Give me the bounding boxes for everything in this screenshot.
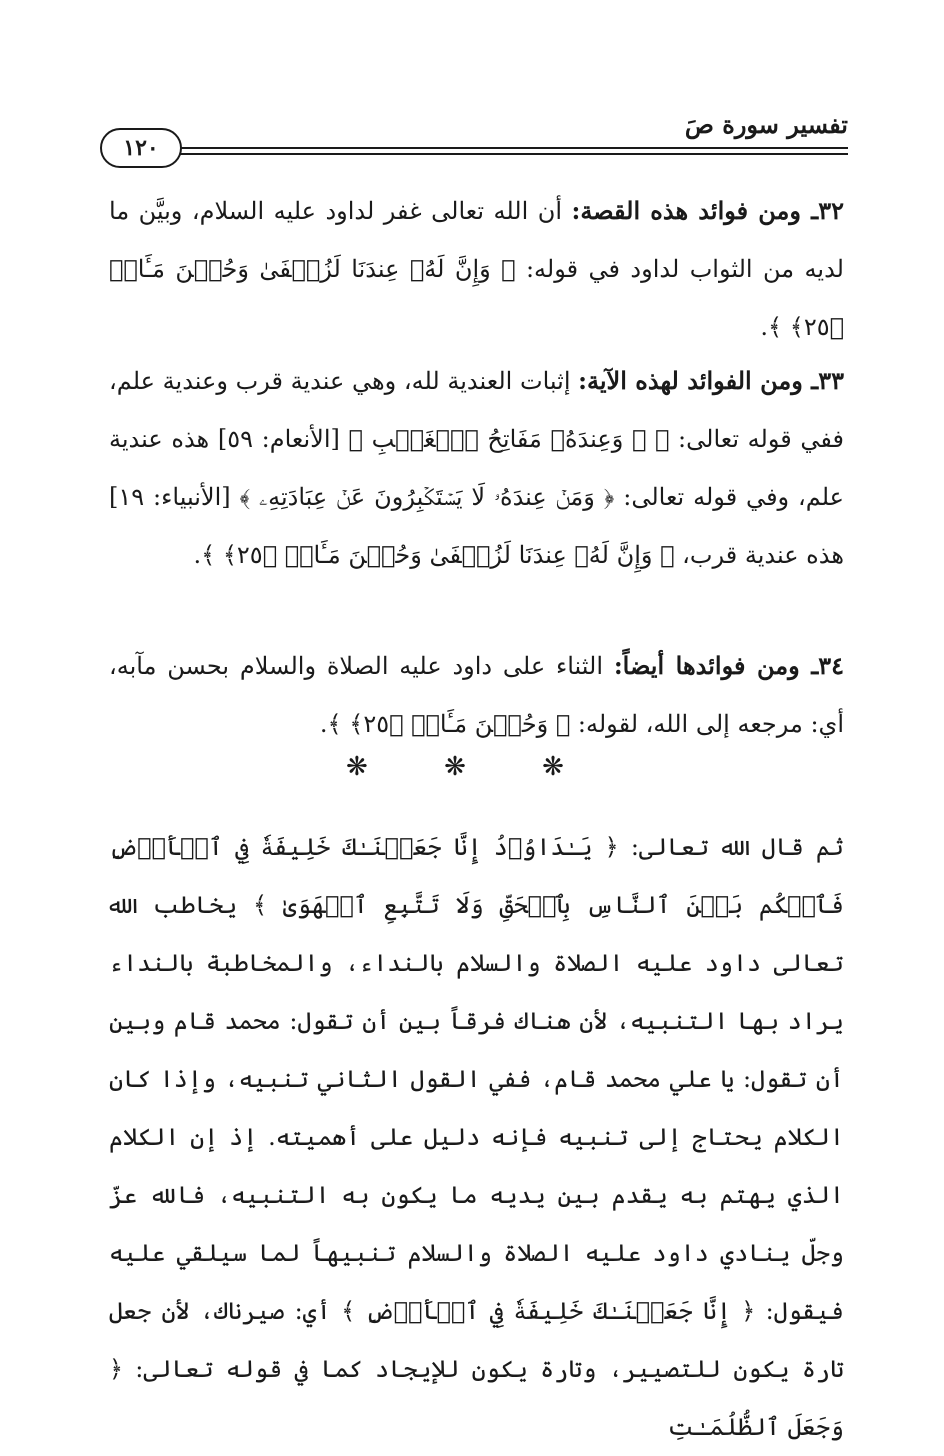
paragraph-benefit-32 bbox=[109, 182, 844, 356]
paragraph-lead: ٣٤ـ ومن فوائدها أيضاً: bbox=[613, 651, 845, 680]
paragraph-benefit-33 bbox=[109, 352, 844, 584]
paragraph-lead: ٣٢ـ ومن فوائد هذه القصة: bbox=[571, 196, 844, 225]
paragraph-text: إثبات العندية لله، وهي عندية قرب وعندية علم، ففي قوله تعالى: ﴿ ۞ وَعِندَهُۥ مَفَاتِحُ ٱلۡغَيۡبِ ﴾ [الأنعام: ٥٩] هذه عندية علم، وفي قوله تعالى: ﴿ وَمَنۡ عِندَهُۥ لَا يَسۡتَكۡبِرُونَ عَنۡ عِبَادَتِهِۦ ﴾ [الأنبياء: ١٩] هذه عندية قرب، ﴿ وَإِنَّ لَهُۥ عِندَنَا لَزُلۡفَىٰ وَحُسۡنَ مَـَٔابٖ ﴿٢٥﴾ ﴾. bbox=[109, 367, 845, 569]
paragraph-text: أن الله تعالى غفر لداود عليه السلام، وبيَّن ما لديه من الثواب لداود في قوله: ﴿ وَإِنَّ لَهُۥ عِندَنَا لَزُلۡفَىٰ وَحُسۡنَ مَـَٔابٖ ﴿٢٥﴾ ﴾. bbox=[109, 197, 844, 341]
section-separator: ❋ ❋ ❋ bbox=[346, 752, 598, 782]
page-number-badge: ١٢٠ bbox=[100, 128, 182, 168]
paragraph-text: الثناء على داود عليه الصلاة والسلام بحسن مآبه، أي: مرجعه إلى الله، لقوله: ﴿ وَحُسۡنَ مَـَٔابٖ ﴿٢٥﴾ ﴾. bbox=[109, 652, 844, 738]
paragraph-benefit-34 bbox=[109, 637, 844, 753]
header-rule-top bbox=[140, 147, 848, 149]
paragraph-lead: ٣٣ـ ومن الفوائد لهذه الآية: bbox=[578, 366, 844, 395]
header-rule-bottom bbox=[140, 153, 848, 155]
page-header bbox=[100, 110, 848, 166]
paragraph-text: ثم قال الله تعالى: ﴿ يَـٰدَاوُۥدُ إِنَّا جَعَلۡنَـٰكَ خَلِيفَةٗ فِي ٱلۡأَرۡضِ فَٱحۡكُم بَيۡنَ ٱلنَّاسِ بِٱلۡحَقِّ وَلَا تَتَّبِعِ ٱلۡهَوَىٰ ﴾ يخاطب الله تعالى داود عليه الصلاة والسلام بالنداء، والمخاطبة بالنداء يراد بها التنبيه، لأن هناك فرقاً بين أن تقول: محمد قام وبين أن تقول: يا علي محمد قام، ففي القول الثاني تنبيه، وإذا كان الكلام يحتاج إلى تنبيه فإنه دليل على أهميته. إذ إن الكلام الذي يهتم به يقدم بين يديه ما يكون به التنبيه، فالله عزّ وجلّ ينادي داود عليه الصلاة والسلام تنبيهاً لما سيلقي عليه فيقول: ﴿ إِنَّا جَعَلۡنَـٰكَ خَلِيفَةٗ فِي ٱلۡأَرۡضِ ﴾ أي: صيرناك، لأن جعل تارة يكون للتصيير، وتارة يكون للإيجاد كما في قوله تعالى: ﴿ وَجَعَلَ ٱلظُّلُمَـٰتِ bbox=[109, 833, 844, 1441]
running-title: تفسير سورة صَ bbox=[684, 110, 848, 139]
paragraph-commentary bbox=[109, 818, 844, 1456]
